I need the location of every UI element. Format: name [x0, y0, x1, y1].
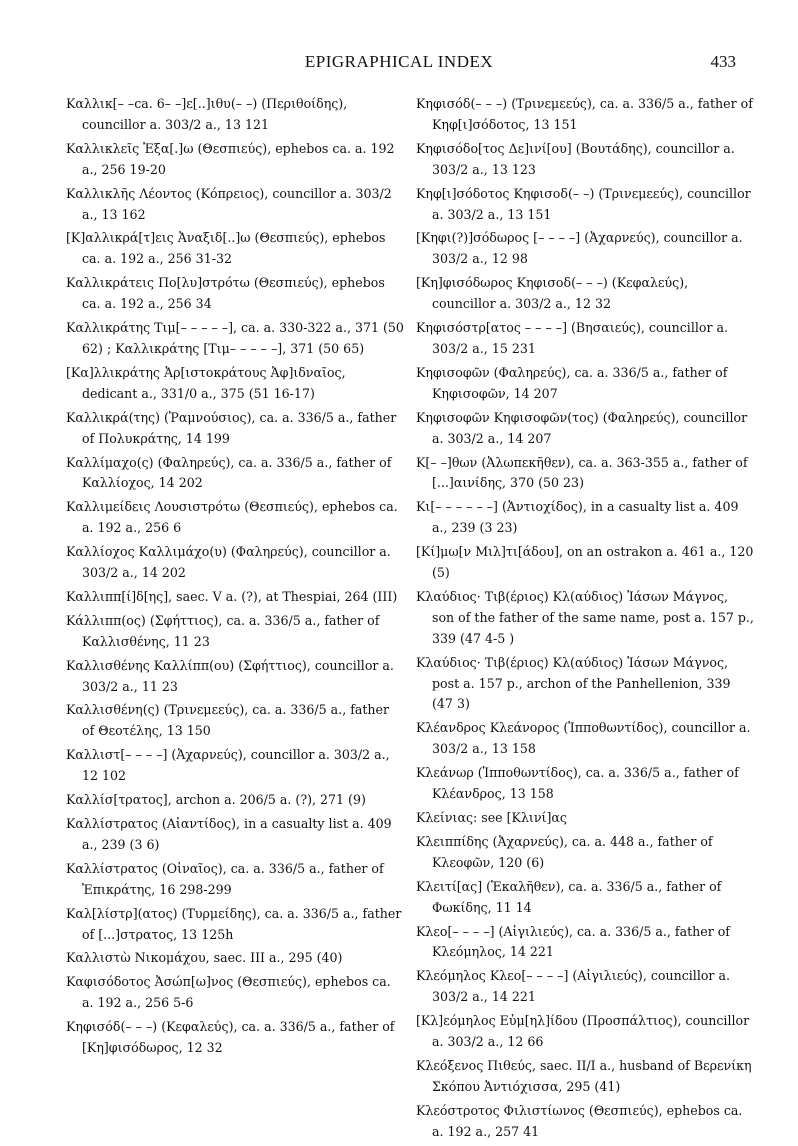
index-entry: Καλλικράτης Τιμ[– – – – –], ca. a. 330-322 a., 371 (50 62) ; Καλλικράτης [Τιμ– – – – –], 371 (50 65) [66, 320, 404, 356]
index-entry: Καλλιμείδεις Λουσιστρότω (Θεσπιεύς), ephebos ca. a. 192 a., 256 6 [66, 499, 398, 536]
index-entry: Καλλιππ[ί]δ[ης], saec. V a. (?), at Thespiai, 264 (III) [66, 588, 398, 604]
index-entry: Καλ[λίστρ](ατος) (Τυρμείδης), ca. a. 336/5 a., father of [...]στρατος, 13 125h [66, 905, 402, 942]
index-entry: Κάλλιππ(ος) (Σφήττιος), ca. a. 336/5 a., father of Καλλισθένης, 11 23 [66, 612, 380, 649]
index-entry: Καλλίοχος Καλλιμάχο(υ) (Φαληρεύς), councillor a. 303/2 a., 14 202 [66, 544, 391, 581]
index-entry: Κλαύδιος· Τιβ(έριος) Κλ(αύδιος) Ἰάσων Μάγνος, post a. 157 p., archon of the Panhellenion, 339 (47 3) [416, 654, 731, 712]
index-entry: Κλεο[– – – –] (Αἰγιλιεύς), ca. a. 336/5 a., father of Κλεόμηλος, 14 221 [416, 923, 730, 960]
index-entry: Κηφισόδ(– – –) (Τρινεμεεύς), ca. a. 336/5 a., father of Κηφ[ι]σόδοτος, 13 151 [416, 96, 753, 132]
index-entry: Κλείνιας: see [Κλινί]ας [416, 810, 567, 825]
index-entry: Κλεόστροτος Φιλιστίωνος (Θεσπιεύς), ephebos ca. a. 192 a., 257 41 [416, 1102, 743, 1139]
index-entry: Καλλίστρατος (Οἰναῖος), ca. a. 336/5 a., father of Ἐπικράτης, 16 298-299 [66, 860, 384, 897]
index-entry: Καλλικρά(της) (Ῥαμνούσιος), ca. a. 336/5 a., father of Πολυκράτης, 14 199 [66, 409, 397, 446]
index-entry: Καλλικ[– –ca. 6– –]ε[..]ιθυ(– –) (Περιθοίδης), councillor a. 303/2 a., 13 121 [66, 96, 348, 132]
index-entry: Κλειτί[ας] (Ἐκαλῆθεν), ca. a. 336/5 a., father of Φωκίδης, 11 14 [416, 878, 722, 915]
index-entry: Καλλίσ[τρατος], archon a. 206/5 a. (?), 271 (9) [66, 792, 366, 808]
index-entry: Καλλίμαχο(ς) (Φαληρεύς), ca. a. 336/5 a., father of Καλλίοχος, 14 202 [66, 454, 392, 491]
running-title: EPIGRAPHICAL INDEX [304, 52, 494, 71]
index-entry: Κι[– – – – – –] (Ἀντιοχίδος), in a casualty list a. 409 a., 239 (3 23) [416, 499, 739, 536]
index-entry: [Κί]μω[ν Μιλ]τι[άδου], on an ostrakon a. 461 a., 120 (5) [416, 544, 754, 581]
index-entry: Κλαύδιος· Τιβ(έριος) Κλ(αύδιος) Ἰάσων Μάγνος, son of the father of the same name, post a. 157 p., 339 (47 4-5 ) [416, 588, 754, 646]
index-entry: Καλλισθένης Καλλίππ(ου) (Σφήττιος), councillor a. 303/2 a., 11 23 [66, 657, 394, 694]
index-entry: Καλλικλεῖς Ἐξα[.]ω (Θεσπιεύς), ephebos ca. a. 192 a., 256 19-20 [66, 140, 395, 177]
index-entry: Κηφισοφῶν Κηφισοφῶν(τος) (Φαληρεύς), councillor a. 303/2 a., 14 207 [416, 409, 748, 446]
index-entry: Καφισόδοτος Ἀσώπ[ω]νος (Θεσπιεύς), ephebos ca. a. 192 a., 256 5-6 [66, 974, 391, 1011]
index-entry: Κλεόμηλος Κλεο[– – – –] (Αἰγιλιεύς), councillor a. 303/2 a., 14 221 [416, 968, 730, 1005]
index-entry: Κλειππίδης (Ἀχαρνεύς), ca. a. 448 a., father of Κλεοφῶν, 120 (6) [416, 833, 713, 870]
index-entry: [Κλ]εόμηλος Εὐμ[ηλ]ίδου (Προσπάλτιος), councillor a. 303/2 a., 12 66 [416, 1013, 750, 1050]
page-number: 433 [710, 52, 736, 71]
index-entry: Καλλιστὼ Νικομάχου, saec. III a., 295 (40) [66, 950, 343, 966]
right-column [416, 94, 754, 1146]
index-entry: [Κηφι(?)]σόδωρος [– – – –] (Ἀχαρνεύς), councillor a. 303/2 a., 12 98 [416, 230, 743, 267]
index-entry: [Κη]φισόδωρος Κηφισοδ(– – –) (Κεφαλεύς), councillor a. 303/2 a., 12 32 [416, 275, 689, 312]
index-entry: Κηφισόστρ[ατος – – – –] (Βησαιεύς), councillor a. 303/2 a., 15 231 [416, 320, 729, 356]
index-entry: Κ[– –]θων (Ἀλωπεκῆθεν), ca. a. 363-355 a., father of [...]αινίδης, 370 (50 23) [416, 454, 748, 491]
index-entry: Καλλικράτεις Πο[λυ]στρότω (Θεσπιεύς), ephebos ca. a. 192 a., 256 34 [66, 275, 385, 312]
index-entry: Κλεόξενος Πιθεύς, saec. II/I a., husband of Βερενίκη Σκόπου Ἀντιόχισσα, 295 (41) [416, 1057, 752, 1094]
index-entry: Καλλισθένη(ς) (Τρινεμεεύς), ca. a. 336/5 a., father of Θεοτέλης, 13 150 [66, 702, 390, 739]
page-header [0, 52, 798, 76]
index-entry: Κηφισόδο[τος Δε]ινί[ου] (Βουτάδης), councillor a. 303/2 a., 13 123 [416, 140, 735, 177]
index-entry: Κηφ[ι]σόδοτος Κηφισοδ(– –) (Τρινεμεεύς), councillor a. 303/2 a., 13 151 [416, 185, 751, 222]
index-entry: Κλεάνωρ (Ἱπποθωντίδος), ca. a. 336/5 a., father of Κλέανδρος, 13 158 [416, 765, 739, 802]
index-entry: Καλλίστρατος (Αἰαντίδος), in a casualty list a. 409 a., 239 (3 6) [66, 816, 392, 852]
index-entry: Κηφισόδ(– – –) (Κεφαλεύς), ca. a. 336/5 a., father of [Κη]φισόδωρος, 12 32 [66, 1019, 395, 1056]
index-entry: [Κα]λλικράτης Ἀρ[ιστοκράτους Ἀφ]ιδναῖος, dedicant a., 331/0 a., 375 (51 16-17) [66, 364, 346, 401]
index-entry: Κηφισοφῶν (Φαληρεύς), ca. a. 336/5 a., father of Κηφισοφῶν, 14 207 [416, 364, 728, 401]
index-entry: Κλέανδρος Κλεάνορος (Ἱπποθωντίδος), councillor a. 303/2 a., 13 158 [416, 720, 751, 757]
index-entry: Καλλιστ[– – – –] (Ἀχαρνεύς), councillor a. 303/2 a., 12 102 [66, 747, 390, 784]
index-entry: [Κ]αλλικρά[τ]εις Ἀναξιδ[..]ω (Θεσπιεύς), ephebos ca. a. 192 a., 256 31-32 [66, 230, 386, 267]
left-column [66, 94, 404, 1062]
index-entry: Καλλικλῆς Λέοντος (Κόπρειος), councillor a. 303/2 a., 13 162 [66, 185, 392, 222]
